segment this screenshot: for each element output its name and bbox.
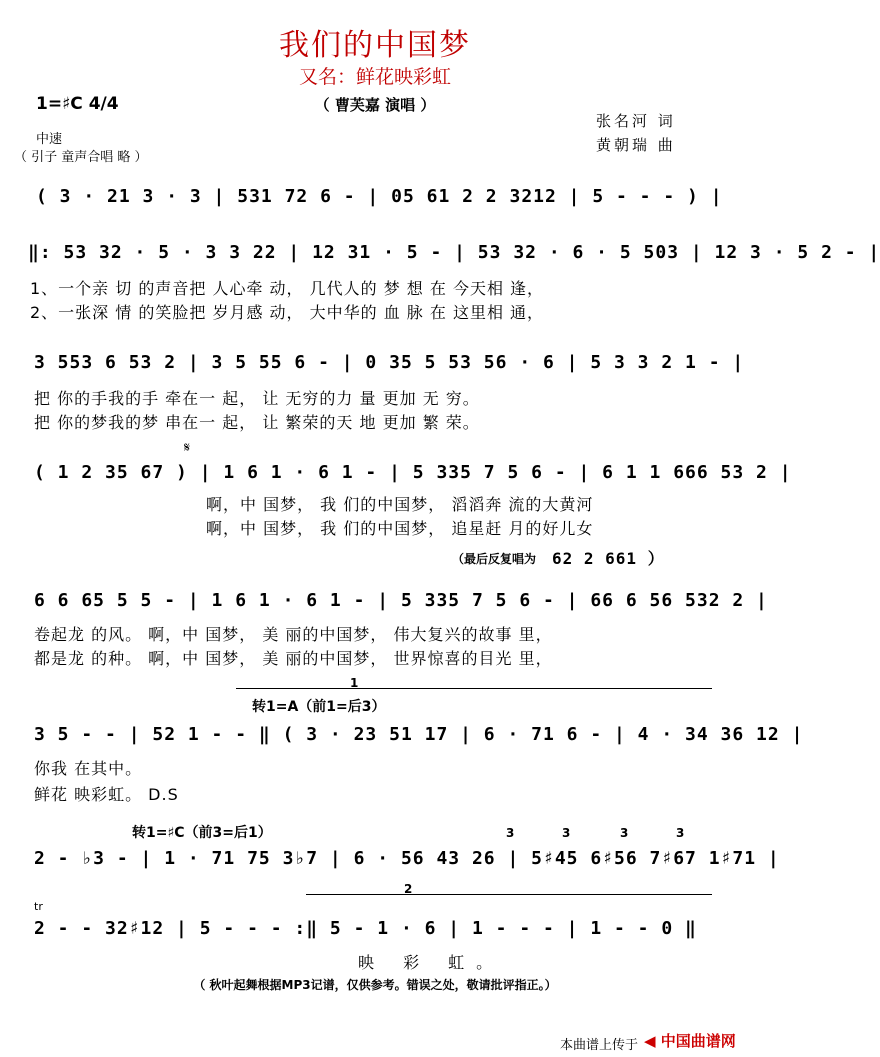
- segno-icon: 𝄋: [184, 440, 191, 456]
- score-row-3-lyric-1: 把 你的手我的手 牵在一 起， 让 无穷的力 量 更加 无 穷。: [34, 389, 480, 408]
- repeat-note-label: （最后反复唱为: [452, 552, 537, 566]
- score-row-6-lyric-2: 鲜花 映彩虹。 D.S: [34, 785, 179, 804]
- site-logo[interactable]: [644, 1030, 736, 1051]
- score-row-6-lyric-1: 你我 在其中。: [34, 759, 143, 778]
- score-row-8-lyric: 映 彩 虹。: [358, 953, 505, 972]
- score-row-5-lyric-1: 卷起龙 的风。 啊，中 国梦， 美 丽的中国梦， 伟大复兴的故事 里，: [34, 625, 553, 644]
- score-row-5-lyric-2: 都是龙 的种。 啊，中 国梦， 美 丽的中国梦， 世界惊喜的目光 里，: [34, 649, 553, 668]
- song-subtitle: 又名：鲜花映彩虹: [298, 66, 451, 88]
- composer-credit: 黄朝瑞 曲: [596, 136, 676, 154]
- modulation-2: 转1=♯C（前3=后1）: [132, 825, 272, 841]
- score-row-8-notes: 2 - - 32♯12 | 5 - - - :‖ 5 - 1 · 6 | 1 - - - | 1 - - 0 ‖: [34, 918, 697, 939]
- score-row-6-notes: 3 5 - - | 52 1 - - ‖ ( 3 · 23 51 17 | 6 · 71 6 - | 4 · 34 36 12 |: [34, 724, 804, 745]
- score-row-2-lyric-2: 2、一张深 情 的笑脸把 岁月感 动， 大中华的 血 脉 在 这里相 通，: [30, 303, 545, 322]
- triplet-mark-3: 3: [620, 826, 629, 840]
- score-row-2-notes: ‖: 53 32 · 5 · 3 3 22 | 12 31 · 5 - | 53 32 · 6 · 5 503 | 12 3 · 5 2 - |: [28, 242, 880, 263]
- score-row-4-lyric-1: 啊，中 国梦， 我 们的中国梦， 滔滔奔 流的大黄河: [206, 495, 594, 514]
- volta-2-bracket: [306, 894, 712, 895]
- upload-label: 本曲谱上传于: [560, 1038, 639, 1053]
- triplet-mark-1: 3: [506, 826, 515, 840]
- score-row-3-notes: 3 553 6 53 2 | 3 5 55 6 - | 0 35 5 53 56 · 6 | 5 3 3 2 1 - |: [34, 352, 745, 373]
- logo-icon: ◀: [644, 1032, 656, 1050]
- score-row-4-notes: ( 1 2 35 67 ) | 1 6 1 · 6 1 - | 5 335 7 5 6 - | 6 1 1 666 53 2 |: [34, 462, 792, 483]
- score-row-4-lyric-2: 啊，中 国梦， 我 们的中国梦， 追星赶 月的好儿女: [206, 519, 594, 538]
- triplet-mark-4: 3: [676, 826, 685, 840]
- key-signature: 1=♯C 4/4: [36, 94, 119, 114]
- score-row-1: ( 3 · 21 3 · 3 | 531 72 6 - | 05 61 2 2 3212 | 5 - - - ) |: [36, 186, 723, 207]
- trill-icon: tr: [34, 900, 43, 913]
- triplet-mark-2: 3: [562, 826, 571, 840]
- score-row-3-lyric-2: 把 你的梦我的梦 串在一 起， 让 繁荣的天 地 更加 繁 荣。: [34, 413, 480, 432]
- score-row-2-lyric-1: 1、一个亲 切 的声音把 人心牵 动， 几代人的 梦 想 在 今天相 逢，: [30, 279, 545, 298]
- score-row-5-notes: 6 6 65 5 5 - | 1 6 1 · 6 1 - | 5 335 7 5 6 - | 66 6 56 532 2 |: [34, 590, 768, 611]
- repeat-note-notes: 62 2 661 ）: [552, 549, 665, 568]
- volta-1-number: 1: [350, 676, 359, 690]
- intro-note: （ 引子 童声合唱 略 ）: [14, 150, 148, 165]
- singer-credit: （ 曹芙嘉 演唱 ）: [314, 96, 436, 114]
- tempo-marking: 中速: [36, 132, 63, 147]
- modulation-1: 转1=A（前1=后3）: [252, 699, 386, 715]
- lyricist-credit: 张名河 词: [596, 112, 676, 130]
- logo-text: 中国曲谱网: [660, 1032, 736, 1050]
- transcriber-note: （ 秋叶起舞根据MP3记谱，仅供参考。错误之处，敬请批评指正。）: [193, 978, 557, 992]
- volta-2-number: 2: [404, 882, 413, 896]
- volta-1-bracket: [236, 688, 712, 689]
- score-row-7-notes: 2 - ♭3 - | 1 · 71 75 3♭7 | 6 · 56 43 26 | 5♯45 6♯56 7♯67 1♯71 |: [34, 848, 780, 869]
- song-title: 我们的中国梦: [279, 28, 471, 63]
